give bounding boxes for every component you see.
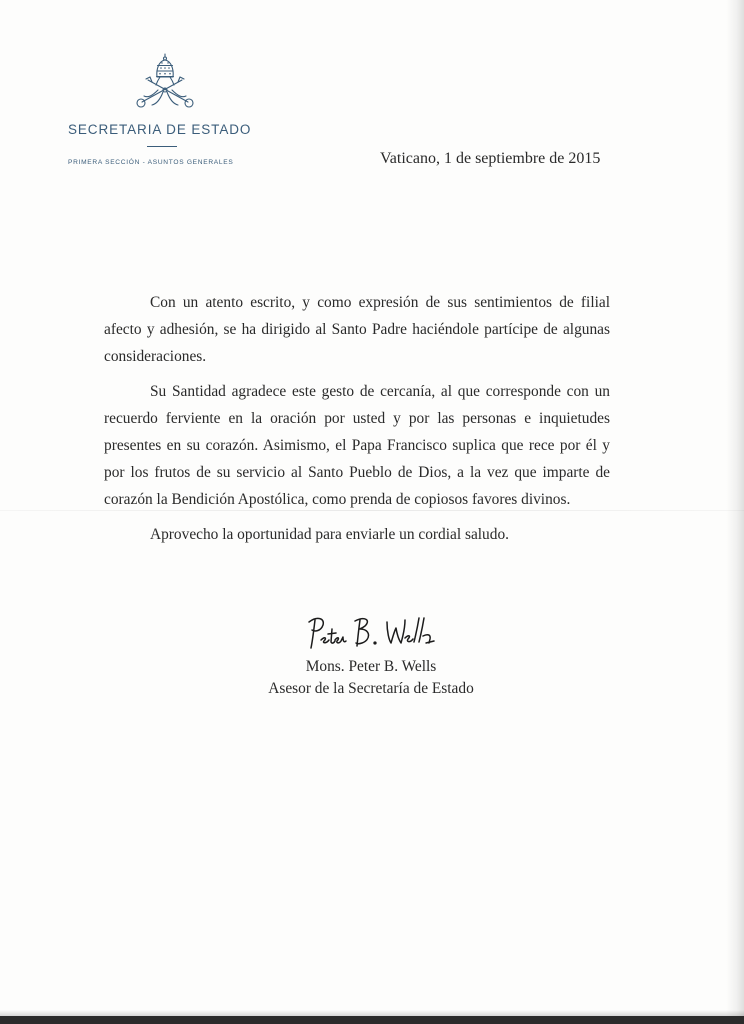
papal-crest-icon: [130, 52, 200, 110]
scan-bottom-edge: [0, 1016, 744, 1024]
letter-body: [104, 289, 610, 556]
letterhead-divider: [147, 146, 177, 147]
handwritten-signature: [305, 612, 445, 652]
date-line: Vaticano, 1 de septiembre de 2015: [380, 150, 601, 167]
body-paragraph: Con un atento escrito, y como expresión de sus sentimientos de filial afecto y adhesión, se ha dirigido al Santo Padre haciéndole partícipe de algunas consideraciones.: [104, 294, 610, 365]
signer-title: Asesor de la Secretaría de Estado: [268, 680, 474, 697]
office-section: PRIMERA SECCIÓN - ASUNTOS GENERALES: [68, 159, 234, 166]
signer-block: [248, 656, 494, 700]
signer-name: Mons. Peter B. Wells: [305, 658, 437, 675]
body-paragraph: Aprovecho la oportunidad para enviarle un cordial saludo.: [150, 526, 509, 543]
office-name: SECRETARIA DE ESTADO: [68, 122, 252, 137]
scan-edge-shadow: [726, 0, 744, 1024]
body-paragraph: Su Santidad agradece este gesto de cercanía, al que corresponde con un recuerdo ferviente en la oración por usted y por las personas e inquietudes presentes en su corazón. Asimismo, el Papa Francisco suplica que rece por él y por los frutos de su servicio al Santo Pueblo de Dios, a la vez que imparte de corazón la Bendición Apostólica, como prenda de copiosos favores divinos.: [104, 383, 610, 508]
